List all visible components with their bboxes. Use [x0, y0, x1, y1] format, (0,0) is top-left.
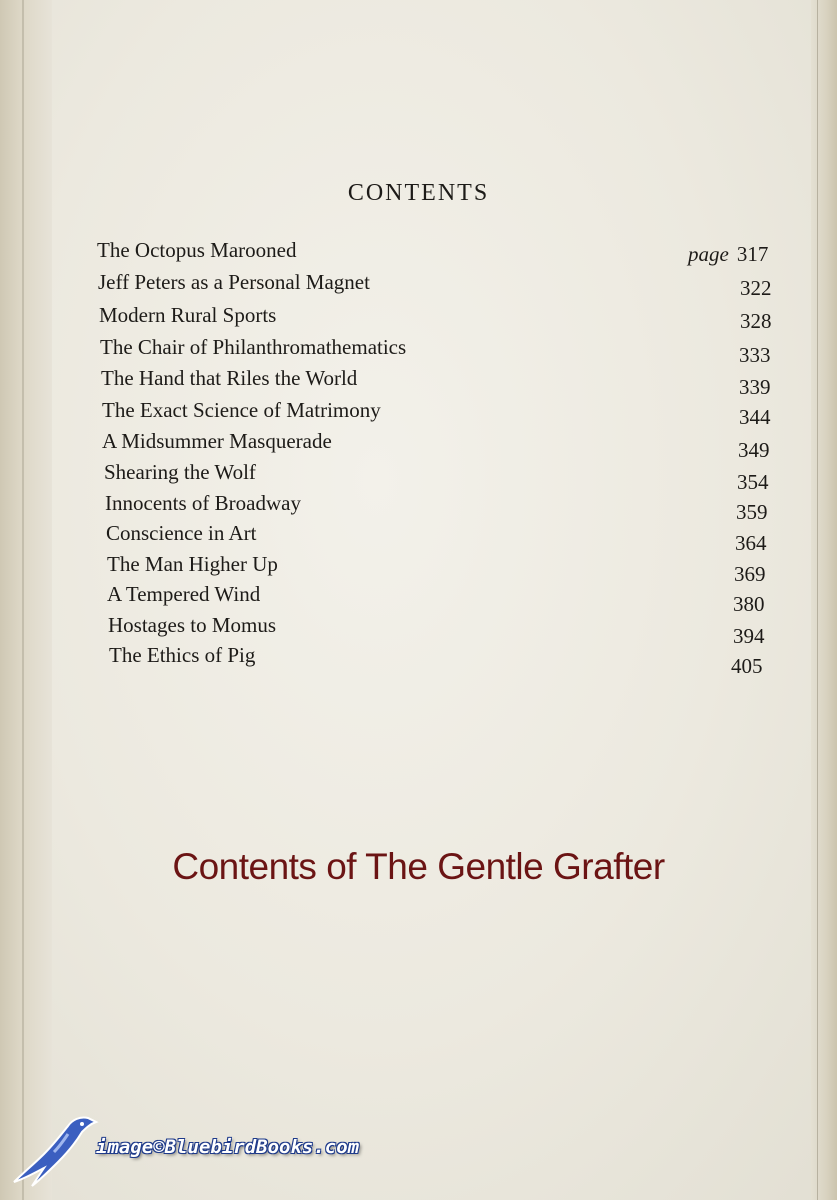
toc-entry-title: Modern Rural Sports	[99, 303, 277, 327]
toc-entry-title: Conscience in Art	[106, 521, 257, 545]
toc-entry-title: The Exact Science of Matrimony	[102, 398, 381, 422]
toc-entry-title: The Hand that Riles the World	[101, 366, 358, 390]
toc-entry-title: The Octopus Marooned	[97, 238, 297, 262]
toc-page-number: 359	[736, 500, 768, 524]
toc-page-number: 364	[735, 531, 767, 555]
toc-entry-title: Jeff Peters as a Personal Magnet	[98, 270, 370, 294]
watermark-text: image©BluebirdBooks.com	[96, 1136, 360, 1158]
image-caption: Contents of The Gentle Grafter	[172, 846, 665, 887]
toc-entry-title: The Chair of Philanthromathematics	[100, 335, 407, 359]
toc-page-number: 349	[738, 438, 770, 462]
toc-entry-title: Innocents of Broadway	[105, 491, 301, 515]
toc-entry-title: The Man Higher Up	[107, 552, 278, 576]
toc-entry-title: A Midsummer Masquerade	[102, 429, 332, 453]
toc-entry-title: Hostages to Momus	[108, 613, 276, 637]
toc-page-number: 354	[737, 470, 769, 494]
toc-page-number: 328	[740, 309, 772, 333]
toc-entry-page	[688, 242, 768, 267]
toc-page-number: 317	[736, 242, 769, 266]
toc-page-number: 333	[739, 343, 771, 367]
toc-entry-title: A Tempered Wind	[107, 582, 261, 606]
toc-page-number: 405	[731, 654, 763, 678]
toc-page-number: 322	[740, 276, 772, 300]
toc-entry-title: The Ethics of Pig	[109, 643, 256, 667]
toc-entry-title: Shearing the Wolf	[104, 460, 256, 484]
watermark	[10, 1110, 470, 1190]
page-label: page	[688, 242, 729, 266]
toc-page-number: 369	[734, 562, 766, 586]
bluebird-icon	[10, 1110, 100, 1190]
contents-heading: CONTENTS	[347, 180, 490, 206]
toc-page-number: 380	[733, 592, 765, 616]
toc-page-number: 344	[739, 405, 771, 429]
toc-page-number: 339	[739, 375, 771, 399]
toc-page-number: 394	[733, 624, 765, 648]
